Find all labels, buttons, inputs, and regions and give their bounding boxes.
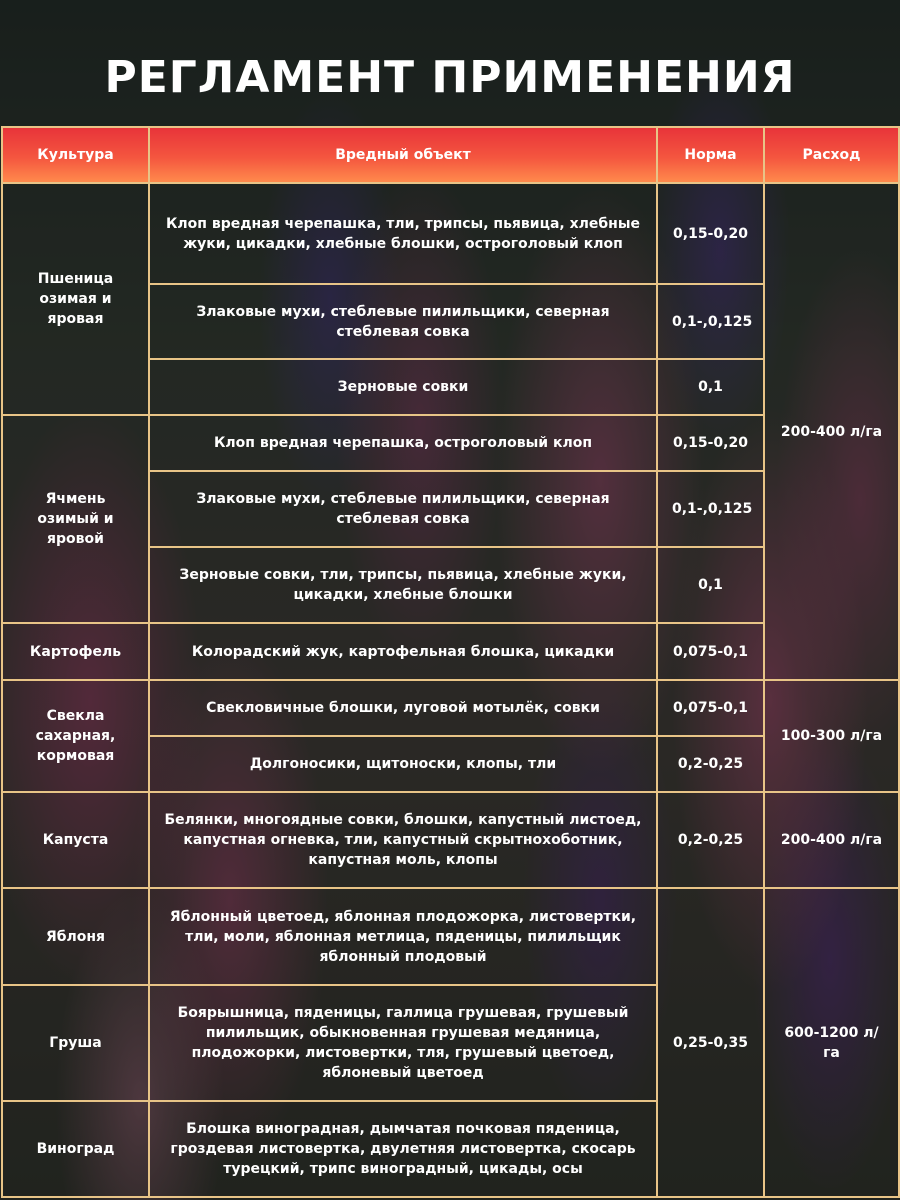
pest-cell: Боярышница, пяденицы, галлица грушевая, грушевый пилильщик, обыкновенная грушевая медяница, плодожорки, листовертки, тля, грушевый цветоед, яблоневый цветоед <box>149 985 657 1101</box>
application-table <box>1 126 900 1198</box>
norm-cell: 0,2-0,25 <box>657 792 764 888</box>
table-row <box>2 183 899 284</box>
table-header-row <box>2 127 899 183</box>
pest-cell: Блошка виноградная, дымчатая почковая пяденица, гроздевая листовертка, двулетняя листовертка, скосарь турецкий, трипс виноградный, цикады, осы <box>149 1101 657 1197</box>
norm-cell: 0,2-0,25 <box>657 736 764 792</box>
page-title: РЕГЛАМЕНТ ПРИМЕНЕНИЯ <box>104 52 796 103</box>
crop-cell: Свекла сахарная, кормовая <box>2 680 149 792</box>
consumption-cell: 100-300 л/га <box>764 680 899 792</box>
crop-cell: Картофель <box>2 623 149 680</box>
pest-cell: Клоп вредная черепашка, тли, трипсы, пьявица, хлебные жуки, цикадки, хлебные блошки, остроголовый клоп <box>149 183 657 284</box>
pest-cell: Злаковые мухи, стеблевые пилильщики, северная стеблевая совка <box>149 284 657 359</box>
norm-cell: 0,1 <box>657 359 764 415</box>
crop-cell: Груша <box>2 985 149 1101</box>
pest-cell: Клоп вредная черепашка, остроголовый клоп <box>149 415 657 471</box>
norm-cell: 0,1 <box>657 547 764 623</box>
pest-cell: Свекловичные блошки, луговой мотылёк, совки <box>149 680 657 736</box>
table-row <box>2 680 899 736</box>
header-pest: Вредный объект <box>149 127 657 183</box>
consumption-cell: 200-400 л/га <box>764 792 899 888</box>
header-consumption: Расход <box>764 127 899 183</box>
pest-cell: Долгоносики, щитоноски, клопы, тли <box>149 736 657 792</box>
pest-cell: Белянки, многоядные совки, блошки, капустный листоед, капустная огневка, тли, капустный скрытнохоботник, капустная моль, клопы <box>149 792 657 888</box>
crop-cell: Виноград <box>2 1101 149 1197</box>
crop-cell: Пшеница озимая и яровая <box>2 183 149 415</box>
header-crop: Культура <box>2 127 149 183</box>
pest-cell: Зерновые совки <box>149 359 657 415</box>
norm-cell: 0,1-,0,125 <box>657 284 764 359</box>
table-row <box>2 888 899 985</box>
norm-cell: 0,1-,0,125 <box>657 471 764 547</box>
crop-cell: Капуста <box>2 792 149 888</box>
pest-cell: Яблонный цветоед, яблонная плодожорка, листовертки, тли, моли, яблонная метлица, пяденицы, пилильщик яблонный плодовый <box>149 888 657 985</box>
crop-cell: Яблоня <box>2 888 149 985</box>
norm-cell: 0,075-0,1 <box>657 680 764 736</box>
table-row <box>2 792 899 888</box>
pest-cell: Колорадский жук, картофельная блошка, цикадки <box>149 623 657 680</box>
norm-cell: 0,15-0,20 <box>657 415 764 471</box>
norm-cell: 0,25-0,35 <box>657 888 764 1197</box>
norm-cell: 0,15-0,20 <box>657 183 764 284</box>
consumption-cell: 600-1200 л/га <box>764 888 899 1197</box>
pest-cell: Злаковые мухи, стеблевые пилильщики, северная стеблевая совка <box>149 471 657 547</box>
crop-cell: Ячмень озимый и яровой <box>2 415 149 623</box>
consumption-cell: 200-400 л/га <box>764 183 899 680</box>
norm-cell: 0,075-0,1 <box>657 623 764 680</box>
pest-cell: Зерновые совки, тли, трипсы, пьявица, хлебные жуки, цикадки, хлебные блошки <box>149 547 657 623</box>
header-norm: Норма <box>657 127 764 183</box>
